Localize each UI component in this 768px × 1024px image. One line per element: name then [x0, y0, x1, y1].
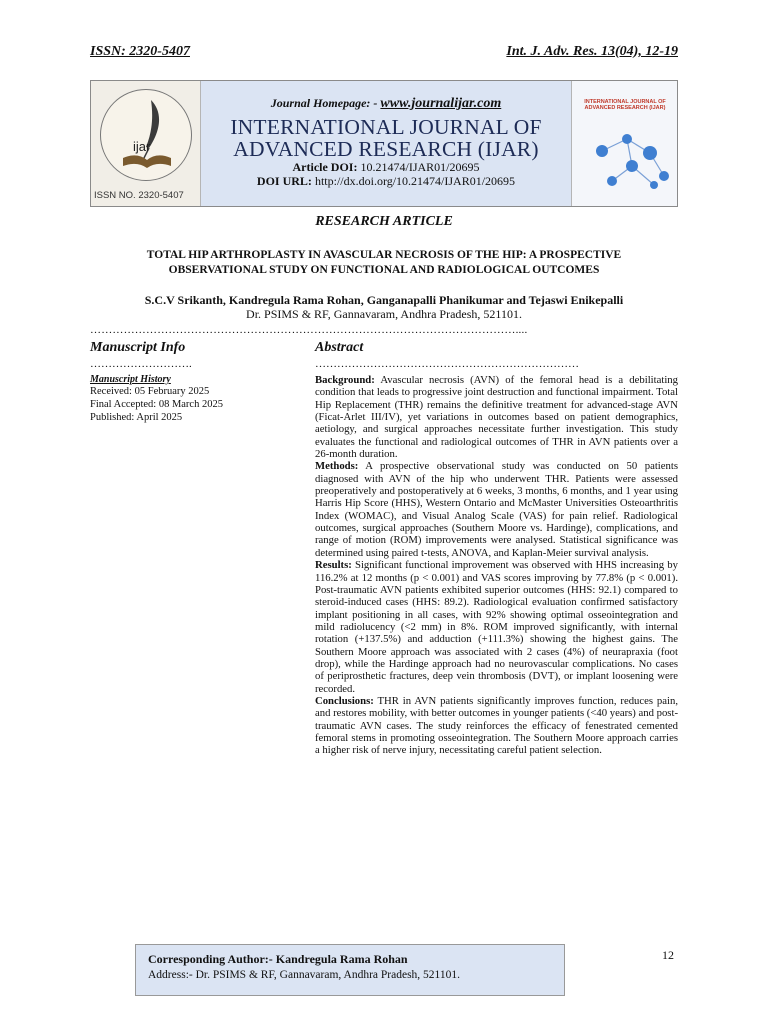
conclusions-text: THR in AVN patients significantly improves function, reduces pain, and restores mobility, with better outcomes in younger patients (<40 years) and post-traumatic AVN cases. The study reinforces the efficacy of fenestrated cemented femoral stems in promoting osseointegration. The Southern Moore approach carries a higher risk of nerve injury, necessitating careful patient selection. [315, 694, 678, 757]
conclusions-label: Conclusions: [315, 694, 374, 707]
citation-label: Int. J. Adv. Res. 13(04), 12-19 [506, 44, 678, 59]
journal-title-line-1: INTERNATIONAL JOURNAL OF [230, 115, 542, 139]
abstract-heading: Abstract [315, 340, 364, 355]
author-affiliation: Dr. PSIMS & RF, Gannavaram, Andhra Pradesh, 521101. [246, 307, 522, 321]
journal-logo [91, 81, 201, 206]
paper-title-line-2: OBSERVATIONAL STUDY ON FUNCTIONAL AND RADIOLOGICAL OUTCOMES [168, 264, 600, 276]
page-number: 12 [662, 948, 674, 962]
cover-title: INTERNATIONAL JOURNAL OF ADVANCED RESEARCH (IJAR) [584, 99, 666, 112]
doi-url-link[interactable]: http://dx.doi.org/10.21474/IJAR01/20695 [311, 174, 516, 188]
journal-banner [90, 80, 678, 207]
corresponding-address: Address:- Dr. PSIMS & RF, Gannavaram, Andhra Pradesh, 521101. [148, 969, 461, 981]
corresponding-author-box [135, 944, 565, 996]
manuscript-history-heading: Manuscript History [90, 374, 171, 385]
banner-title-block [201, 81, 571, 206]
logo-issn: ISSN NO. 2320-5407 [94, 190, 184, 201]
abstract-background [315, 374, 678, 460]
logo-emblem [100, 89, 192, 181]
published-date: Published: April 2025 [90, 412, 183, 423]
quill-book-icon [101, 90, 193, 182]
article-doi [201, 160, 571, 174]
background-text: Avascular necrosis (AVN) of the femoral head is a debilitating condition that leads to progressive joint destruction and functional impairment. Total Hip Replacement (THR) remains the definitive treatment for advanced-stage AVN (Ficat-Arlet III/IV), yet variations in outcomes based on patient demographics, aetiology, and surgical approaches necessitate further investigation. This study evaluates the functional and radiological outcomes of THR in AVN patients over a 26-month duration. [315, 374, 678, 461]
article-type: RESEARCH ARTICLE [315, 214, 453, 229]
logo-wordmark: ijar [133, 139, 151, 154]
doi-value: 10.21474/IJAR01/20695 [357, 160, 480, 174]
doi-url-label: DOI URL: [256, 174, 312, 188]
accepted-date: Final Accepted: 08 March 2025 [90, 399, 223, 410]
results-label: Results: [315, 559, 352, 572]
journal-homepage [201, 96, 571, 112]
journal-title-line-2: ADVANCED RESEARCH (IJAR) [233, 137, 539, 161]
paper-title-line-1: TOTAL HIP ARTHROPLASTY IN AVASCULAR NECROSIS OF THE HIP: A PROSPECTIVE [146, 249, 622, 261]
abstract-methods [315, 460, 678, 559]
corresponding-author: Corresponding Author:- Kandregula Rama Rohan [148, 952, 408, 966]
received-date: Received: 05 February 2025 [90, 386, 210, 397]
manuscript-info-heading: Manuscript Info [90, 340, 186, 355]
abstract-results [315, 559, 678, 695]
section-separator: …………………………………………………………………………………………………….... [90, 324, 528, 336]
homepage-label: Journal Homepage: - [270, 96, 381, 110]
manuscript-info-separator: ………………………. [90, 358, 192, 370]
abstract-separator: ……………………………………………………………… [315, 358, 579, 370]
results-text: Significant functional improvement was observed with HHS increasing by 116.2% at 12 months (p < 0.001) and VAS scores improving by 77.8% (p < 0.001). Post-traumatic AVN patients exhibited superior outcomes (HHS: 92.1) compared to steroid-induced cases (HHS: 89.2). Radiological evaluation confirmed satisfactory implant positioning in all cases, with 92% showing optimal osseointegration and mild radiolucency (<2 mm) in 8%. ROM improved significantly, with internal rotation (+137.5%) and adduction (+111.3%) showing the highest gains. The Southern Moore approach was associated with 2 cases (4%) of neurapraxia (foot drop), while the Hardinge approach had no neurovascular complications. No cases of periprosthetic fractures, deep vein thrombosis (DVT), or implant loosening were recorded. [315, 559, 678, 695]
running-header [90, 44, 678, 60]
paper-title [100, 248, 668, 278]
abstract-column [315, 340, 678, 757]
doi-label: Article DOI: [292, 160, 358, 174]
author-list: S.C.V Srikanth, Kandregula Rama Rohan, Ganganapalli Phanikumar and Tejaswi Enikepalli [144, 293, 624, 307]
issn-label: ISSN: 2320-5407 [90, 44, 190, 59]
journal-cover-thumbnail [571, 81, 677, 206]
manuscript-info-column [90, 340, 295, 424]
homepage-link[interactable]: www.journalijar.com [380, 96, 502, 111]
abstract-conclusions [315, 695, 678, 757]
methods-label: Methods: [315, 460, 359, 473]
journal-title [201, 116, 571, 160]
methods-text: A prospective observational study was conducted on 50 patients diagnosed with AVN of the hip who underwent THR. Patients were assessed preoperatively and postoperatively at 6 weeks, 3 months, 6 months, and 1 year using Harris Hip Score (HHS), Western Ontario and McMaster Universities Osteoarthritis Index (WOMAC), and Visual Analog Scale (VAS) for pain relief. Radiological outcomes, surgical approaches (Southern Moore vs. Hardinge), complications, and range of motion (ROM) improvements were analysed. Statistical significance was determined using paired t-tests, ANOVA, and Kaplan-Meier survival analysis. [315, 460, 678, 559]
abstract-body [315, 374, 678, 757]
doi-url [201, 174, 571, 188]
background-label: Background: [315, 374, 375, 386]
